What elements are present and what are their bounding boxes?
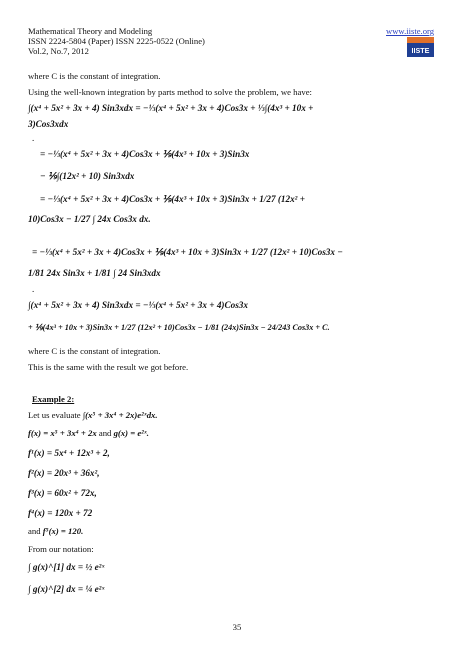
equation-6-cont: + ⅑(4x³ + 10x + 3)Sin3x + 1/27 (12x² + 10)Cos3x − 1/81 (24x)Sin3x − 24/243 Cos3x + C. [28, 323, 330, 332]
derivative-4: f⁴(x) = 120x + 72 [28, 508, 93, 518]
function-definitions [28, 428, 149, 438]
integral-g2: ∫ g(x)^[2] dx = ¼ e²ˣ [28, 584, 105, 594]
svg-text:IISTE: IISTE [411, 46, 430, 55]
equation-1: ∫(x⁴ + 5x² + 3x + 4) Sin3xdx = −⅓(x⁴ + 5x² + 3x + 4)Cos3x + ⅓∫(4x³ + 10x + [28, 103, 314, 113]
journal-title: Mathematical Theory and Modeling [28, 26, 153, 36]
equation-1-cont: 3)Cos3xdx [28, 119, 69, 129]
integral-g1: ∫ g(x)^[1] dx = ½ e²ˣ [28, 562, 105, 572]
paragraph-same-result: This is the same with the result we got before. [28, 362, 189, 372]
journal-volume: Vol.2, No.7, 2012 [28, 46, 89, 57]
journal-url-link[interactable]: www.iiste.org [386, 26, 434, 36]
paragraph-constant: where C is the constant of integration. [28, 71, 161, 81]
dot-marker: . [32, 133, 35, 143]
example-lead: Let us evaluate [28, 410, 83, 420]
derivative-5-line [28, 526, 83, 536]
and-prefix: and [28, 526, 43, 536]
journal-issn: ISSN 2224-5804 (Paper) ISSN 2225-0522 (Online) [28, 36, 205, 47]
iiste-logo [407, 37, 434, 57]
derivative-2: f²(x) = 20x³ + 36x², [28, 468, 100, 478]
equation-4: = −⅓(x⁴ + 5x² + 3x + 4)Cos3x + ⅑(4x³ + 10x + 3)Sin3x + 1/27 (12x² + [40, 194, 305, 204]
derivative-1: f¹(x) = 5x⁴ + 12x³ + 2, [28, 448, 110, 458]
derivative-5: f⁵(x) = 120. [42, 526, 84, 536]
journal-header [28, 26, 205, 57]
paragraph-constant-2: where C is the constant of integration. [28, 346, 161, 356]
equation-2: = −⅓(x⁴ + 5x² + 3x + 4)Cos3x + ⅑(4x³ + 10x + 3)Sin3x [40, 149, 250, 159]
paragraph-notation: From our notation: [28, 544, 94, 554]
example-heading: Example 2: [32, 394, 75, 404]
f-definition: f(x) = x⁵ + 3x⁴ + 2x [28, 428, 97, 438]
and-text: and [96, 428, 114, 438]
equation-4-cont: 10)Cos3x − 1/27 ∫ 24x Cos3x dx. [28, 214, 151, 224]
equation-5: = −⅓(x⁴ + 5x² + 3x + 4)Cos3x + ⅑(4x³ + 10x + 3)Sin3x + 1/27 (12x² + 10)Cos3x − [32, 247, 343, 257]
example-statement [28, 410, 158, 420]
dot-marker-2: . [32, 284, 35, 294]
equation-3: − ⅑∫(12x² + 10) Sin3xdx [40, 171, 135, 181]
example-integral: ∫(x⁵ + 3x⁴ + 2x)e²ˣdx. [82, 410, 158, 420]
derivative-3: f³(x) = 60x² + 72x, [28, 488, 97, 498]
equation-5-cont: 1/81 24x Sin3x + 1/81 ∫ 24 Sin3xdx [28, 268, 161, 278]
paragraph-intro: Using the well-known integration by parts method to solve the problem, we have: [28, 87, 312, 97]
equation-6: ∫(x⁴ + 5x² + 3x + 4) Sin3xdx = −⅓(x⁴ + 5x² + 3x + 4)Cos3x [28, 300, 248, 310]
page-number: 35 [232, 622, 242, 632]
g-definition: g(x) = e²ˣ. [113, 428, 149, 438]
